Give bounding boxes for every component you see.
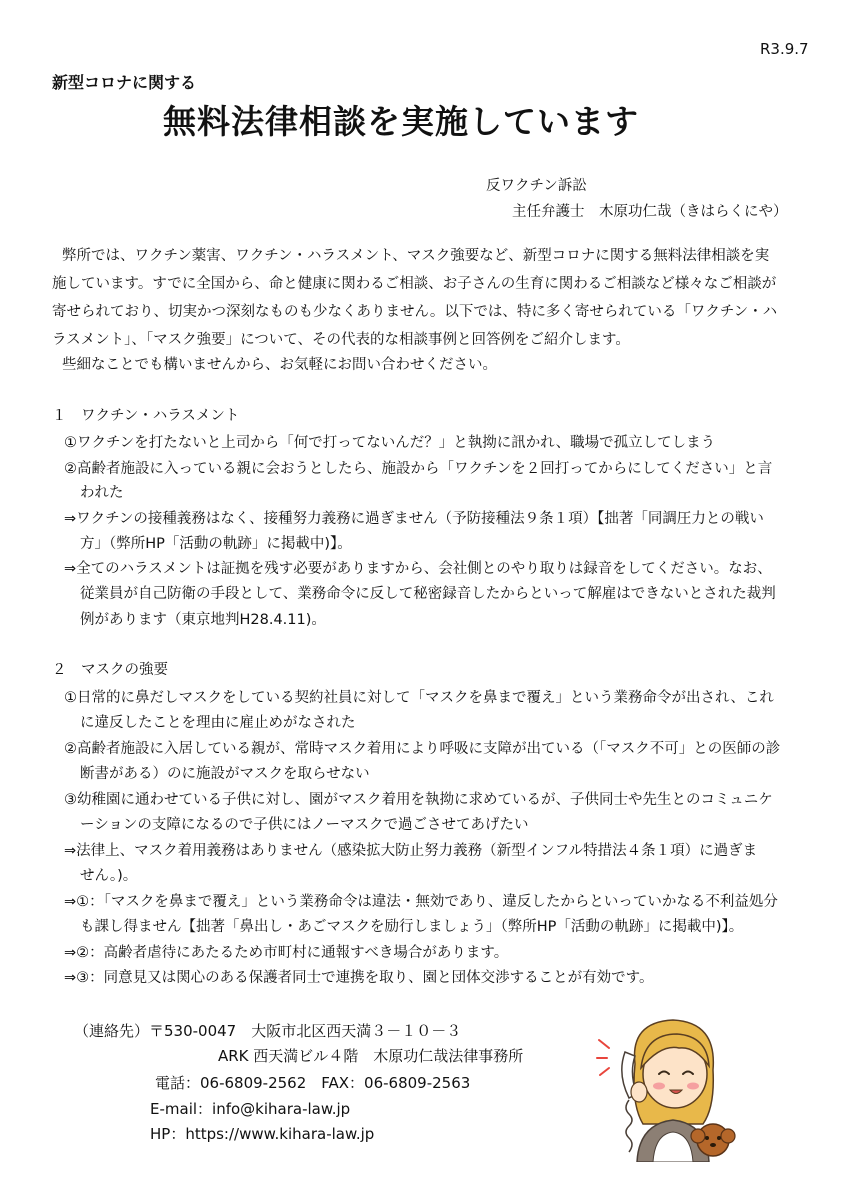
intro-line: 些細なことでも構いませんから、お気軽にお問い合わせください。 <box>62 357 497 373</box>
contact-address: （連絡先）〒530-0047 大阪市北区西天満３－１０－３ <box>74 1022 462 1040</box>
section-1-heading: １ ワクチン・ハラスメント <box>52 408 240 424</box>
section-1-line: 方」（弊所HP「活動の軌跡」に掲載中)】。 <box>80 536 352 552</box>
section-1-line: われた <box>80 485 124 501</box>
contact-website[interactable]: HP：https://www.kihara-law.jp <box>150 1125 375 1143</box>
section-2-line: も課し得ません【拙著「鼻出し・あごマスクを励行しましょう」（弊所HP「活動の軌跡」に掲載中)】。 <box>80 919 744 935</box>
section-2-line: ⇒②：高齢者虐待にあたるため市町村に通報すべき場合があります。 <box>64 945 509 961</box>
woman-on-phone-with-dog-illustration <box>595 1012 745 1162</box>
spark-icon <box>597 1040 609 1075</box>
section-2-line: ③幼稚園に通わせている子供に対し、園がマスク着用を執拗に求めているが、子供同士や先生とのコミュニケ <box>64 792 773 808</box>
intro-line: 寄せられており、切実かつ深刻なものも少なくありません。以下では、特に多く寄せられている「ワクチン・ハ <box>52 304 778 320</box>
intro-line: 施しています。すでに全国から、命と健康に関わるご相談、お子さんの生育に関わるご相談など様々なご相談が <box>52 276 777 292</box>
section-2-line: ⇒法律上、マスク着用義務はありません（感染拡大防止努力義務（新型インフル特措法４条１項）に過ぎま <box>64 843 758 859</box>
document-date: R3.9.7 <box>760 40 809 58</box>
document-subtitle: 新型コロナに関する <box>52 73 197 92</box>
intro-line: ラスメント」、「マスク強要」について、その代表的な相談事例と回答例をご紹介します。 <box>52 332 630 348</box>
contact-email[interactable]: E-mail：info@kihara-law.jp <box>150 1100 351 1118</box>
section-2-line: 断書がある）のに施設がマスクを取らせない <box>80 766 370 782</box>
section-2-line: ⇒③：同意見又は関心のある保護者同士で連携を取り、園と団体交渉することが有効です。 <box>64 970 654 986</box>
document-title: 無料法律相談を実施しています <box>163 102 639 141</box>
section-2-line: ーションの支障になるので子供にはノーマスクで過ごさせてあげたい <box>80 817 529 833</box>
section-1-line: 例があります（東京地判H28.4.11)。 <box>80 612 326 628</box>
section-1-line: ②高齢者施設に入っている親に会おうとしたら、施設から「ワクチンを２回打ってからにしてください」と言 <box>64 461 773 477</box>
section-2-line: に違反したことを理由に雇止めがなされた <box>80 715 356 731</box>
section-1-line: ⇒全てのハラスメントは証拠を残す必要がありますから、会社側とのやり取りは録音をしてください。なお、 <box>64 561 772 577</box>
intro-line: 弊所では、ワクチン薬害、ワクチン・ハラスメント、マスク強要など、新型コロナに関する無料法律相談を実 <box>62 248 770 264</box>
contact-phone: 電話：06-6809-2562 FAX：06-6809-2563 <box>155 1074 471 1092</box>
section-2-line: ①日常的に鼻だしマスクをしている契約社員に対して「マスクを鼻まで覆え」という業務命令が出され、これ <box>64 690 774 706</box>
byline-lawyer: 主任弁護士 木原功仁哉（きはらくにや） <box>512 204 788 220</box>
byline-org: 反ワクチン訴訟 <box>486 178 587 194</box>
section-2-line: せん。)。 <box>80 868 138 884</box>
section-2-line: ⇒①：「マスクを鼻まで覆え」という業務命令は違法・無効であり、違反したからといっていかなる不利益処分 <box>64 894 778 910</box>
section-1-line: ⇒ワクチンの接種義務はなく、接種努力義務に過ぎません（予防接種法９条１項）【拙著「同調圧力との戦い <box>64 511 764 527</box>
contact-office: ARK 西天満ビル４階 木原功仁哉法律事務所 <box>218 1047 524 1065</box>
section-1-line: ①ワクチンを打たないと上司から「何で打ってないんだ？」と執拗に訊かれ、職場で孤立してしまう <box>64 435 716 451</box>
section-1-line: 従業員が自己防衛の手段として、業務命令に反して秘密録音したからといって解雇はできないとされた裁判 <box>80 586 776 602</box>
section-2-heading: ２ マスクの強要 <box>52 662 168 678</box>
section-2-line: ②高齢者施設に入居している親が、常時マスク着用により呼吸に支障が出ている（「マスク不可」との医師の診 <box>64 741 781 757</box>
